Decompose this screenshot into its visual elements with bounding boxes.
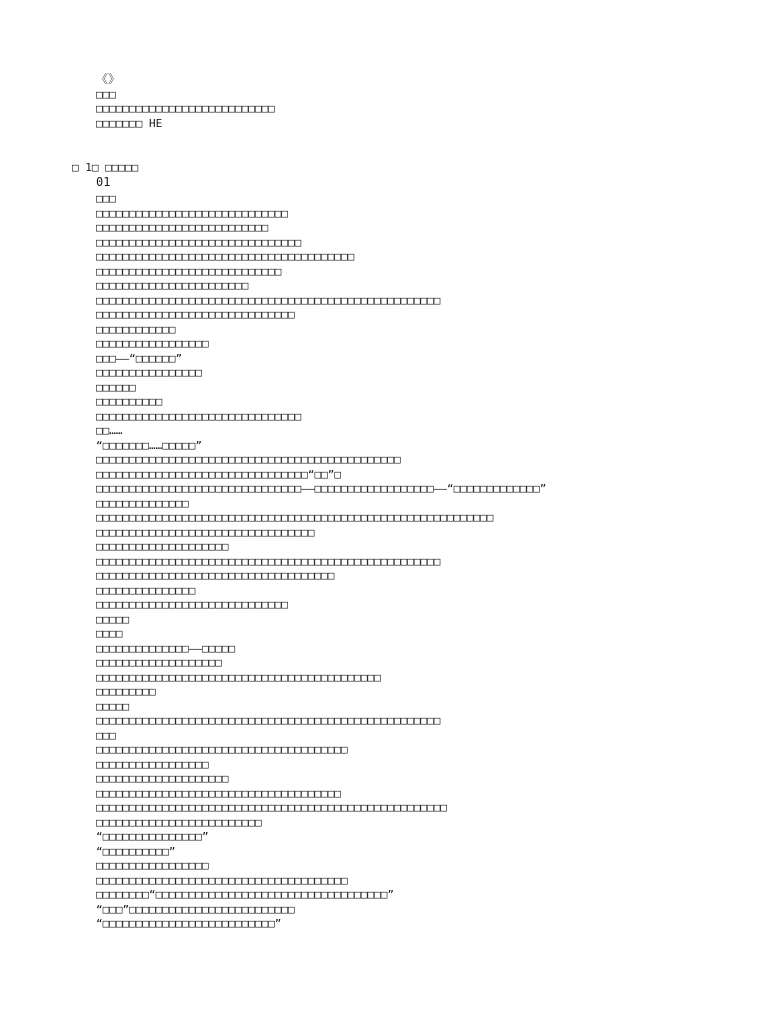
book-title-icon: 《》 (96, 72, 121, 86)
author-line: □□□□□□□ HE (96, 117, 163, 130)
text-line: □□□□□ (96, 613, 130, 626)
text-line: “□□□□□□□□□□” (96, 845, 176, 858)
text-line: □□□□□□□□□□□□□□□□□□□□□□□ (96, 279, 249, 292)
chapter-heading: □ 1□ □□□□□ (72, 161, 139, 174)
text-line: □□□□□□□□□□□□ (96, 323, 176, 336)
text-line: □□□□□□□□□□□□□□□□□□□□□□□□□□□□□□□ (96, 410, 302, 423)
text-line: □□□□□□□□□□□□□□□□□ (96, 758, 209, 771)
text-line: □□□□□□□□□□□□□□□□ (96, 366, 202, 379)
text-line: □□…… (96, 424, 123, 437)
front-matter-line: □□□□□□□□□□□□□□□□□□□□□□□□□□□ (96, 102, 275, 115)
text-line: □□□□□□□□□□□□□□□□□ (96, 859, 209, 872)
text-line: □□□□□□□□□□□□□□□□□□□□□□□□□□□□□ (96, 598, 289, 611)
text-line: “□□□”□□□□□□□□□□□□□□□□□□□□□□□□□ (96, 903, 295, 916)
text-line: □□□□□□□□□□□□□□——□□□□□ (96, 642, 236, 655)
front-matter-line: □□□ (96, 88, 116, 101)
text-line: □□□□□□□□□□□□□□□□□□□□ (96, 540, 229, 553)
text-line: □□□——“□□□□□□” (96, 352, 183, 365)
text-line: □□□□□□□□□□□□□□□□□□□□□□□□□□□□ (96, 265, 282, 278)
text-line: □□□□□□□□□□□□□□□□□□□□□□□□□□ (96, 221, 269, 234)
text-line: □□□□□□□□□ (96, 685, 156, 698)
text-line: □□□□□□ (96, 381, 136, 394)
text-line: □□□□□□□□□□□□□□□□□□□□□□□□□□□□□□□□□□□□□□□□□□□□□□□□□□□□ (96, 294, 441, 307)
text-line: □□□□□□□□□□□□□□□□□□□□□□□□□□□□□□□□□□□□□ (96, 787, 342, 800)
text-line: □□□□□□□□□□□□□□□□□□□□□□□□□□□□□□ (96, 308, 295, 321)
text-line: □□□□□□□□□□□□□□□□□□□□□□□□□□□□□□□□□□□□□□□□□□□□□□□□□□□□ (96, 714, 441, 727)
text-line: □□□□□□□□□□□□□□□□□□□□□□□□□□□□□□□□□□□□□□□□□□□□□□ (96, 453, 401, 466)
text-line: □□□ (96, 729, 116, 742)
text-line: □□□□□□□□□□□□□□□□□□□□□□□□□ (96, 816, 262, 829)
text-line: □□□□□□□□□□□□□□□□□□□□□□□□□□□□□□□□□□□□□□□ (96, 250, 355, 263)
text-line: □□□□□□□□□□□□□□□□□□□□□□□□□□□□□□□□□□□□□□□□□□□ (96, 671, 381, 684)
text-line: “□□□□□□□□□□□□□□□□□□□□□□□□□□” (96, 917, 282, 930)
text-line: □□□□□□□□□□□□□□□□□□□□□□□□□□□□□□□□□ (96, 526, 315, 539)
text-line: □□□□□□□□□□□□□□□□□□□□□□□□□□□□□□□□□□□□□□ (96, 874, 348, 887)
text-line: □□□□□□□□□□□□□□□□□□□□□□□□□□□□□ (96, 207, 289, 220)
text-line: □□□□□□□□□□□□□□□□□□□□□□□□□□□□□□□□“□□”□ (96, 468, 342, 481)
text-line: □□□□□□□□□□□□□□□□□□□□□□□□□□□□□□□□□□□□□□ (96, 743, 348, 756)
text-line: □□□□□□□□“□□□□□□□□□□□□□□□□□□□□□□□□□□□□□□□□□□□” (96, 888, 395, 901)
text-line: □□□□□□□□□□□□□□□□□□□□□□□□□□□□□□□——□□□□□□□□□□□□□□□□□□——“□□□□□□□□□□□□□” (96, 482, 547, 495)
text-line: □□□□□□□□□□□□□□□ (96, 584, 196, 597)
text-line: □□□□□ (96, 700, 130, 713)
text-line: □□□□□□□□□□□□□□□□□□□□□□□□□□□□□□□□□□□□□□□□□□□□□□□□□□□□□ (96, 801, 447, 814)
text-line: □□□□□□□□□□□□□□□□□□□□ (96, 772, 229, 785)
text-line: □□□□□□□□□□□□□□□□□□□□□□□□□□□□□□□□□□□□□□□□□□□□□□□□□□□□□□□□□□□□ (96, 511, 494, 524)
text-line: “□□□□□□□……□□□□□” (96, 439, 202, 452)
text-line: □□□□□□□□□□□□□□□□□ (96, 337, 209, 350)
text-line: □□□□ (96, 627, 123, 640)
chapter-number: 01 (96, 175, 111, 189)
text-line: □□□□□□□□□□ (96, 395, 163, 408)
text-line: □□□□□□□□□□□□□□□□□□□ (96, 656, 222, 669)
text-line: “□□□□□□□□□□□□□□□” (96, 830, 209, 843)
text-line: □□□ (96, 192, 116, 205)
text-line: □□□□□□□□□□□□□□□□□□□□□□□□□□□□□□□ (96, 236, 302, 249)
text-line: □□□□□□□□□□□□□□□□□□□□□□□□□□□□□□□□□□□□ (96, 569, 335, 582)
text-line: □□□□□□□□□□□□□□ (96, 497, 189, 510)
text-line: □□□□□□□□□□□□□□□□□□□□□□□□□□□□□□□□□□□□□□□□□□□□□□□□□□□□ (96, 555, 441, 568)
